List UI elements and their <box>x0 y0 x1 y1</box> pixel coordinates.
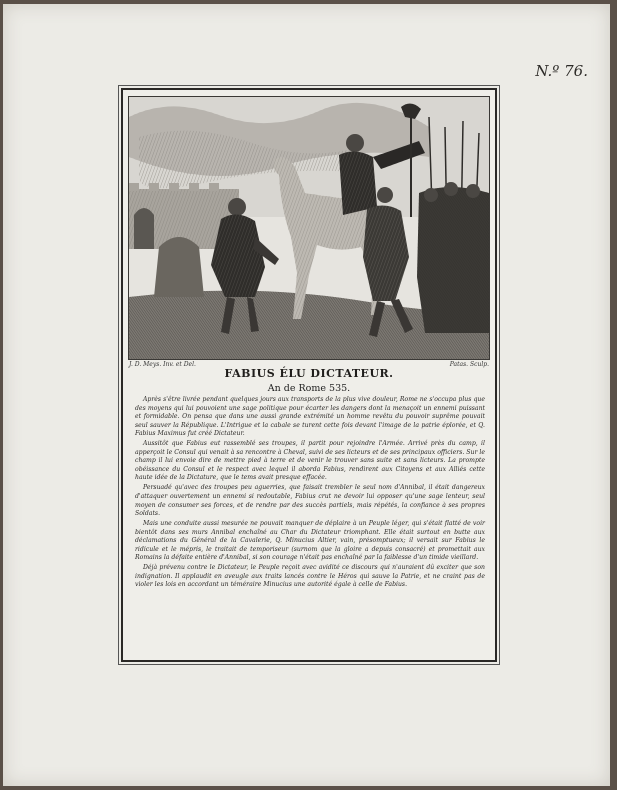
paragraph: Après s'être livrée pendant quelques jours aux transports de la plus vive douleur, Rome ne s'occupa plus que des moyens qui lui pouvoient une sage politique pour écarter les dangers dont la menaçoit un ennemi puissant et formidable. On pensa que dans une aussi grande extrémité un homme revêtu du pouvoir suprême pouvait seul sauver la République. L'Intrigue et la cabale se turent cette fois devant l'image de la patrie éplorée, et Q. Fabius Maximus fut créé Dictateur. <box>135 396 485 438</box>
plate-number: N.º 76. <box>535 62 588 80</box>
plate-title: FABIUS ÉLU DICTATEUR. <box>224 367 394 380</box>
plate-frame <box>121 88 497 662</box>
paragraph: Déjà prévenu contre le Dictateur, le Peuple reçoit avec avidité ce discours qui n'auraient dû exciter que son indignation. Il applaudit en aveugle aux traits lancés contre le Héros qui sauve la Patrie, et ne craint pas de violer les lois en accordant un téméraire Minucius une autorité égale à celle de Fabius. <box>135 564 485 589</box>
narrative-text <box>135 396 485 592</box>
paragraph: Aussitôt que Fabius eut rassemblé ses troupes, il partit pour rejoindre l'Armée. Arrivé près du camp, il apperçoit le Consul qui venait à sa rencontre à Cheval, suivi de ses licteurs et de ses principaux officiers. Sur le champ il lui envoie dire de mettre pied à terre et de venir le trouver sans suite et sans licteurs. La prompte obéissance du Consul et le respect avec lequel il aborda Fabius, rendirent aux Citoyens et aux Alliés cette haute idée de la Dictature, que le tems avait presque effacée. <box>135 440 485 482</box>
credit-designer: J. D. Meys. Inv. et Del. <box>129 361 196 368</box>
paragraph: Persuadé qu'avec des troupes peu aguerries, que faisait trembler le seul nom d'Annibal, il était dangereux d'attaquer ouvertement un ennemi si redoutable, Fabius crut ne devoir lui opposer qu'une sage lenteur, seul moyen de consumer ses forces, et de rendre par des succès partiels, mais répétés, la confiance à ses propres Soldats. <box>135 484 485 518</box>
paragraph: Mais une conduite aussi mesurée ne pouvait manquer de déplaire à un Peuple léger, qui s'était flatté de voir bientôt dans ses murs Annibal enchaîné au Char du Dictateur triomphant. Elle était surtout en butte aux déclamations du Général de la Cavalerie, Q. Minucius Altier, vain, présomptueux; il versait sur Fabius le ridicule et le mépris, le traitait de temporiseur (surnom que la gloire a depuis consacré) et promettait aux Romains la défaite entière d'Annibal, si son courage n'était pas enchaîné par la faiblesse d'un timide vieillard. <box>135 520 485 562</box>
credit-engraver: Patas. Sculp. <box>449 361 489 368</box>
plate-subtitle: An de Rome 535. <box>267 383 351 394</box>
print-sheet <box>3 4 610 786</box>
engraving-scene <box>129 97 489 359</box>
engraving-illustration <box>128 96 490 360</box>
